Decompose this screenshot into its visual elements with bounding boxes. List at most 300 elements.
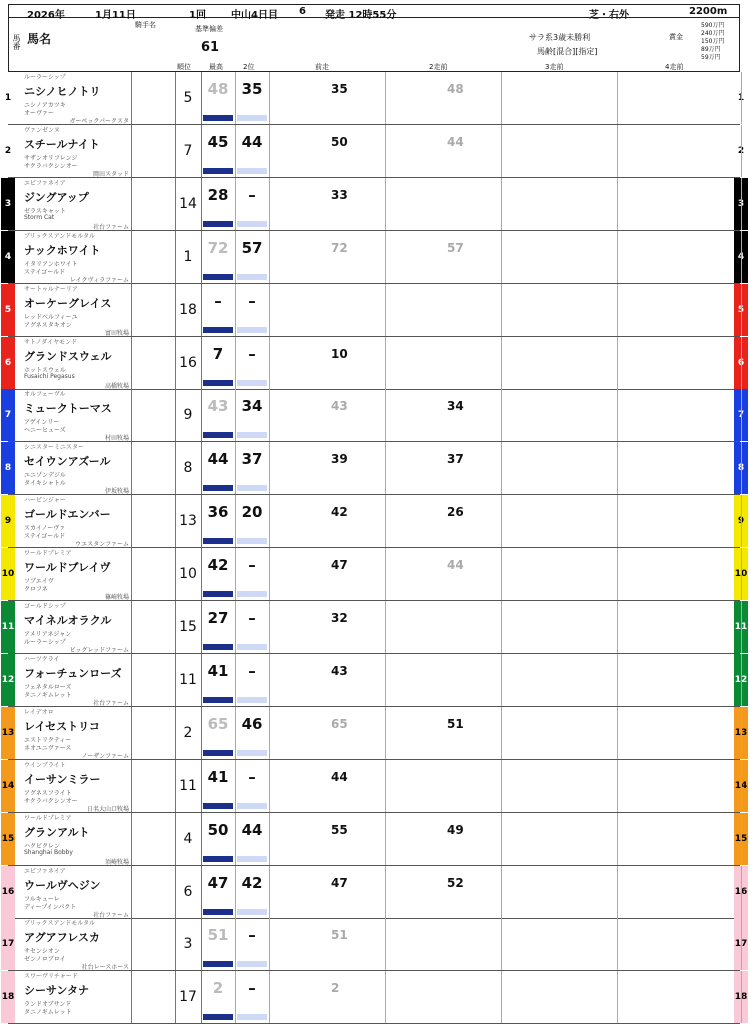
sire-name: シニスターミニスター (24, 444, 85, 452)
best-figure: 72 (207, 238, 229, 257)
prev3-race (501, 548, 618, 600)
horse-info (23, 178, 132, 230)
sire-name: ワールドプレミア (24, 814, 72, 822)
best-bar (203, 803, 233, 809)
second-figure-cell (235, 231, 270, 283)
prev3-race (501, 442, 618, 494)
prev2-race (385, 178, 502, 230)
horse-info (23, 813, 132, 865)
best-figure: 28 (207, 185, 229, 204)
second-bar (237, 327, 267, 333)
best-bar (203, 1014, 233, 1020)
best-figure: 47 (207, 873, 229, 892)
course: 芝・右外 (589, 10, 629, 21)
prev-race (269, 337, 386, 389)
second-figure: 44 (241, 820, 263, 839)
prev-race (269, 813, 386, 865)
best-figure-cell (201, 389, 236, 441)
sire-name: オルフェーヴル (24, 391, 66, 399)
second-figure-cell (235, 548, 270, 600)
horse-row (4, 284, 745, 337)
rank-value: 17 (175, 971, 202, 1023)
best-bar (203, 485, 233, 491)
prev-race (269, 72, 386, 124)
second-figure-cell (235, 125, 270, 177)
jockey-block (131, 231, 176, 283)
gate-number: 11 (1, 601, 15, 653)
best-label: 最高 (209, 63, 223, 71)
dam-sire-name: ステイゴールド (24, 533, 66, 541)
second-figure-cell (235, 178, 270, 230)
best-figure: 51 (207, 926, 229, 945)
gate-number: 17 (1, 918, 15, 970)
second-figure-cell (235, 442, 270, 494)
prev2-figure: 44 (447, 134, 464, 149)
best-bar (203, 591, 233, 597)
race-cond: 馬齢[混合][指定] (537, 47, 598, 56)
prev3-race (501, 813, 618, 865)
gate-number: 15 (734, 813, 748, 865)
horse-row (1, 601, 748, 654)
gate-number: 10 (734, 548, 748, 600)
prev2-figure: 34 (447, 399, 464, 414)
horse-row (1, 548, 748, 602)
prev4-race (617, 760, 742, 812)
prize-5: 59万円 (701, 54, 721, 61)
gate-number: 4 (1, 231, 15, 283)
sire-name: サトノダイヤモンド (24, 338, 78, 346)
second-figure: 20 (241, 503, 263, 522)
dam-sire-name: Shanghai Bobby (24, 848, 73, 856)
gate-number: 11 (734, 601, 748, 653)
horse-name: ジングアップ (24, 190, 89, 204)
dam-sire-name: タニノギムレット (24, 1009, 72, 1017)
dam-name: ソブエイヴ (24, 578, 54, 586)
second-figure-cell (235, 495, 270, 547)
horse-name: マイネルオラクル (24, 614, 112, 627)
rank-value: 1 (175, 231, 202, 283)
column-header (8, 18, 740, 72)
prev3-race (501, 760, 618, 812)
second-figure: – (248, 767, 256, 786)
second-figure: – (248, 609, 256, 627)
index-value: 61 (201, 40, 220, 55)
horse-info (23, 284, 132, 336)
prev4-race (617, 654, 742, 706)
gate-number: 8 (1, 442, 15, 494)
gate-number: 5 (734, 284, 748, 336)
second-figure: – (248, 556, 256, 575)
post-time: 発走 12時55分 (325, 10, 397, 21)
prev-label: 前走 (315, 63, 329, 71)
best-figure: 7 (212, 344, 224, 363)
best-bar (203, 961, 233, 967)
prize-label: 賞金 (669, 33, 683, 41)
dam-name: エストリクティー (24, 736, 72, 744)
horse-name: オーケーグレイス (24, 296, 112, 310)
best-figure-cell (201, 125, 236, 177)
kai: 1回 (189, 10, 206, 21)
gate-number: 9 (734, 495, 748, 547)
breeder-name: 社台ファーム (93, 911, 129, 919)
horse-row (1, 866, 748, 919)
horse-row (4, 389, 745, 443)
prev4-race (617, 707, 742, 759)
prize-4: 89万円 (701, 46, 721, 53)
dam-sire-name: ヘニーヒューズ (24, 427, 66, 435)
horse-name: ゴールドエンバー (24, 508, 111, 522)
second-bar (237, 697, 267, 703)
horse-info (23, 495, 132, 547)
breeder-name: ガーペックパークスタ (69, 118, 129, 125)
dam-sire-name: ルーラーシップ (24, 639, 66, 646)
second-figure-cell (235, 654, 270, 706)
best-bar (203, 856, 233, 862)
dam-sire-name: クロフネ (24, 586, 48, 594)
second-bar (237, 750, 267, 756)
gate-number: 5 (1, 284, 15, 336)
prev-race (269, 760, 386, 812)
prev4-race (617, 178, 742, 230)
horse-row (4, 178, 745, 231)
horse-info (23, 760, 132, 812)
best-figure: 36 (207, 503, 229, 522)
horse-info (23, 389, 132, 441)
prev2-figure: 48 (447, 82, 464, 96)
date: 1月11日 (95, 10, 136, 21)
dam-name: ホットスウェル (24, 366, 66, 374)
rank-value: 7 (175, 125, 202, 177)
sire-name: ルーラーシップ (24, 74, 66, 81)
best-figure: 27 (207, 609, 229, 627)
best-bar (203, 274, 233, 280)
prev-race (269, 125, 386, 177)
best-bar (203, 644, 233, 650)
dam-name: ゼラスキャット (24, 207, 66, 215)
horse-info (23, 548, 132, 600)
prize-3: 150万円 (701, 38, 725, 45)
jockey-block (131, 548, 176, 600)
dam-name: サザンオリフレンジ (24, 154, 78, 162)
best-figure-cell (201, 231, 236, 283)
prev4-race (617, 971, 742, 1023)
race-header (8, 4, 740, 21)
horse-row (1, 707, 748, 760)
horse-label: 馬名 (27, 32, 52, 46)
horse-name: セイウンアズール (24, 455, 111, 469)
dam-sire-name: オーヴァー (24, 110, 54, 117)
best-figure-cell (201, 601, 236, 653)
rank-value: 10 (175, 548, 202, 600)
gate-number: 17 (734, 918, 748, 970)
prev2-race (385, 389, 502, 441)
rank-value: 16 (175, 337, 202, 389)
prev4-race (617, 495, 742, 547)
dam-sire-name: ステイゴールド (24, 268, 66, 276)
second-figure-cell (235, 866, 270, 918)
breeder-name: 村田牧場 (104, 435, 129, 443)
dam-name: ユニゾンデジル (24, 472, 66, 480)
best-figure-cell (201, 337, 236, 389)
prev-race (269, 442, 386, 494)
prev2-race (385, 760, 502, 812)
gate-number: 18 (734, 971, 748, 1023)
prev-race (269, 389, 386, 441)
prev3-race (501, 654, 618, 706)
sire-name: ハービンジャー (24, 497, 66, 505)
jockey-block (131, 813, 176, 865)
gate-number: 16 (1, 866, 15, 918)
best-bar (203, 168, 233, 174)
prev2-figure: 49 (447, 822, 464, 837)
horse-info (23, 72, 132, 124)
best-figure: 44 (207, 450, 229, 469)
prev3-race (501, 284, 618, 336)
rank-value: 11 (175, 654, 202, 706)
rank-value: 13 (175, 495, 202, 547)
dam-name: ランドオブサンド (24, 1001, 72, 1009)
prev3-race (501, 495, 618, 547)
dam-sire-name: ディープインパクト (24, 903, 77, 911)
gate-number: 2 (1, 125, 15, 177)
second-bar (237, 591, 267, 597)
prev3-race (501, 72, 618, 124)
gate-number: 6 (1, 337, 15, 389)
rank-value: 15 (175, 601, 202, 653)
dam-name: アゲインリー (24, 419, 60, 427)
second-figure: – (248, 344, 256, 363)
horse-row (1, 760, 748, 813)
gate-number: 4 (734, 231, 748, 283)
second-figure: 37 (241, 450, 263, 469)
breeder-name: 社台レースホース (81, 964, 129, 972)
dam-name: イタリアンホワイト (24, 260, 78, 268)
best-bar (203, 380, 233, 386)
horse-row (4, 337, 745, 390)
sire-name: ワールドプレミア (24, 550, 72, 558)
distance: 2200m (689, 6, 728, 17)
breeder-name: ノーザンファーム (81, 752, 129, 760)
horse-row (1, 971, 748, 1024)
prev3-race (501, 866, 618, 918)
breeder-name: 高橋牧場 (104, 382, 129, 390)
second-figure: 57 (241, 238, 263, 257)
breeder-name: 富田牧場 (104, 329, 129, 337)
second-figure-cell (235, 389, 270, 441)
jockey-block (131, 337, 176, 389)
horse-name: グランアルト (24, 825, 90, 839)
horse-name: シーサンタナ (24, 984, 90, 998)
horse-name: ミュークトーマス (24, 402, 112, 416)
dam-sire-name: タニノギムレット (24, 691, 72, 699)
prev-figure: 50 (331, 134, 348, 149)
prev2-figure: 57 (447, 240, 464, 255)
rank-value: 9 (175, 389, 202, 441)
prev-figure: 32 (331, 611, 348, 625)
second-figure: 34 (241, 397, 263, 416)
breeder-name: 篠崎牧場 (104, 594, 129, 602)
gate-number: 12 (1, 654, 15, 706)
prev-figure: 47 (331, 558, 348, 573)
horse-info (23, 601, 132, 653)
best-figure-cell (201, 707, 236, 759)
prev-race (269, 495, 386, 547)
second-bar (237, 168, 267, 174)
prev-figure: 55 (331, 822, 348, 837)
gate-number: 14 (734, 760, 748, 812)
dam-sire-name: サクラバクシンオー (24, 162, 78, 170)
horse-name: ワールドブレイヴ (24, 561, 111, 575)
rank-value: 4 (175, 813, 202, 865)
prev4-race (617, 442, 742, 494)
best-figure-cell (201, 548, 236, 600)
horse-name: グランドスウェル (24, 349, 112, 363)
second-figure-cell (235, 72, 270, 124)
race-class: サラ系3歳未勝利 (529, 33, 591, 42)
umaban-label: 馬番 (12, 34, 21, 50)
best-bar (203, 538, 233, 544)
horse-row (4, 125, 745, 178)
best-bar (203, 750, 233, 756)
dam-name: ハクビクレン (24, 842, 60, 850)
best-figure-cell (201, 760, 236, 812)
prev-figure: 43 (331, 399, 348, 414)
dam-sire-name: ゼンノロブロイ (24, 956, 66, 964)
horse-name: ウールヴヘジン (24, 878, 101, 892)
second-bar (237, 380, 267, 386)
sire-name: サートゥルナーリア (24, 285, 78, 293)
rank-value: 3 (175, 918, 202, 970)
second-figure: – (248, 979, 256, 998)
best-figure-cell (201, 866, 236, 918)
gate-number: 7 (1, 389, 15, 441)
prev-race (269, 231, 386, 283)
prev2-label: 2走前 (429, 63, 448, 71)
prev-figure: 33 (331, 187, 348, 202)
horse-name: イーサンミラー (24, 772, 101, 786)
venue: 中山4日目 (231, 10, 278, 21)
prev-race (269, 548, 386, 600)
best-figure-cell (201, 918, 236, 970)
horse-row (1, 918, 748, 972)
prev2-race (385, 866, 502, 918)
dam-name: レッドベルフィーユ (24, 313, 78, 321)
horse-row (4, 442, 745, 496)
gate-number: 7 (734, 389, 748, 441)
prev3-race (501, 125, 618, 177)
prev-race (269, 707, 386, 759)
best-figure: – (214, 291, 222, 310)
prev-figure: 42 (331, 505, 348, 520)
year: 2026年 (27, 10, 65, 21)
index-label: 基準偏差 (195, 25, 223, 33)
prev2-figure: 52 (447, 875, 464, 890)
best-bar (203, 697, 233, 703)
gate-number: 13 (734, 707, 748, 759)
best-figure: 41 (207, 661, 229, 680)
prev-race (269, 178, 386, 230)
breeder-name: 社台ファーム (93, 699, 129, 707)
prev2-race (385, 813, 502, 865)
prev4-race (617, 231, 742, 283)
dam-name: アグネスフライト (24, 789, 72, 797)
best-figure: 43 (207, 397, 229, 416)
horse-row (4, 72, 745, 125)
sire-name: ハーツクライ (24, 655, 60, 663)
dam-name: アメリアネジャン (24, 631, 72, 638)
second-figure: 44 (241, 132, 263, 151)
rank-value: 18 (175, 284, 202, 336)
second-figure-cell (235, 813, 270, 865)
prev3-race (501, 971, 618, 1023)
breeder-name: ビッグレッドファーム (69, 647, 129, 654)
prev-figure: 47 (331, 875, 348, 890)
prev3-race (501, 918, 618, 970)
dam-sire-name: Storm Cat (24, 213, 55, 221)
prev2-race (385, 654, 502, 706)
sire-name: ウインブライト (24, 761, 66, 769)
second-figure-cell (235, 971, 270, 1023)
prev-figure: 2 (331, 981, 340, 996)
gate-number: 9 (1, 495, 15, 547)
gate-number: 10 (1, 548, 15, 600)
prev2-race (385, 337, 502, 389)
second-bar (237, 274, 267, 280)
jockey-block (131, 654, 176, 706)
gate-number: 1 (1, 72, 15, 124)
best-figure-cell (201, 971, 236, 1023)
second-figure-cell (235, 707, 270, 759)
sire-name: ブリックスアンドモルタル (24, 920, 95, 928)
gate-number: 3 (734, 178, 748, 230)
best-bar (203, 909, 233, 915)
gate-number: 3 (1, 178, 15, 230)
prev3-race (501, 707, 618, 759)
second-bar (237, 909, 267, 915)
prev3-race (501, 337, 618, 389)
rank-value: 6 (175, 866, 202, 918)
horse-info (23, 337, 132, 389)
second-bar (237, 221, 267, 227)
prev2-race (385, 918, 502, 970)
best-figure-cell (201, 442, 236, 494)
gate-number: 16 (734, 866, 748, 918)
prev2-race (385, 442, 502, 494)
prev2-race (385, 601, 502, 653)
prev4-race (617, 866, 742, 918)
prev4-race (617, 284, 742, 336)
horse-name: アグアフレスカ (24, 931, 100, 945)
horse-name: ナックホワイト (24, 243, 101, 257)
prev2-figure: 26 (447, 505, 464, 520)
best-figure-cell (201, 495, 236, 547)
prev4-race (617, 389, 742, 441)
second-bar (237, 803, 267, 809)
horse-info (23, 654, 132, 706)
prev4-race (617, 601, 742, 653)
second-bar (237, 1014, 267, 1020)
dam-name: サセンシオン (24, 948, 60, 956)
second-figure: 46 (241, 714, 263, 733)
second-figure-cell (235, 601, 270, 653)
prev2-figure: 37 (447, 452, 464, 467)
jockey-block (131, 760, 176, 812)
best-figure: 42 (207, 556, 229, 575)
sire-name: スワーヴリチャード (24, 973, 78, 981)
prize-2: 240万円 (701, 30, 725, 37)
prev-figure: 35 (331, 82, 348, 96)
sire-name: ブリックスアンドモルタル (24, 232, 95, 240)
